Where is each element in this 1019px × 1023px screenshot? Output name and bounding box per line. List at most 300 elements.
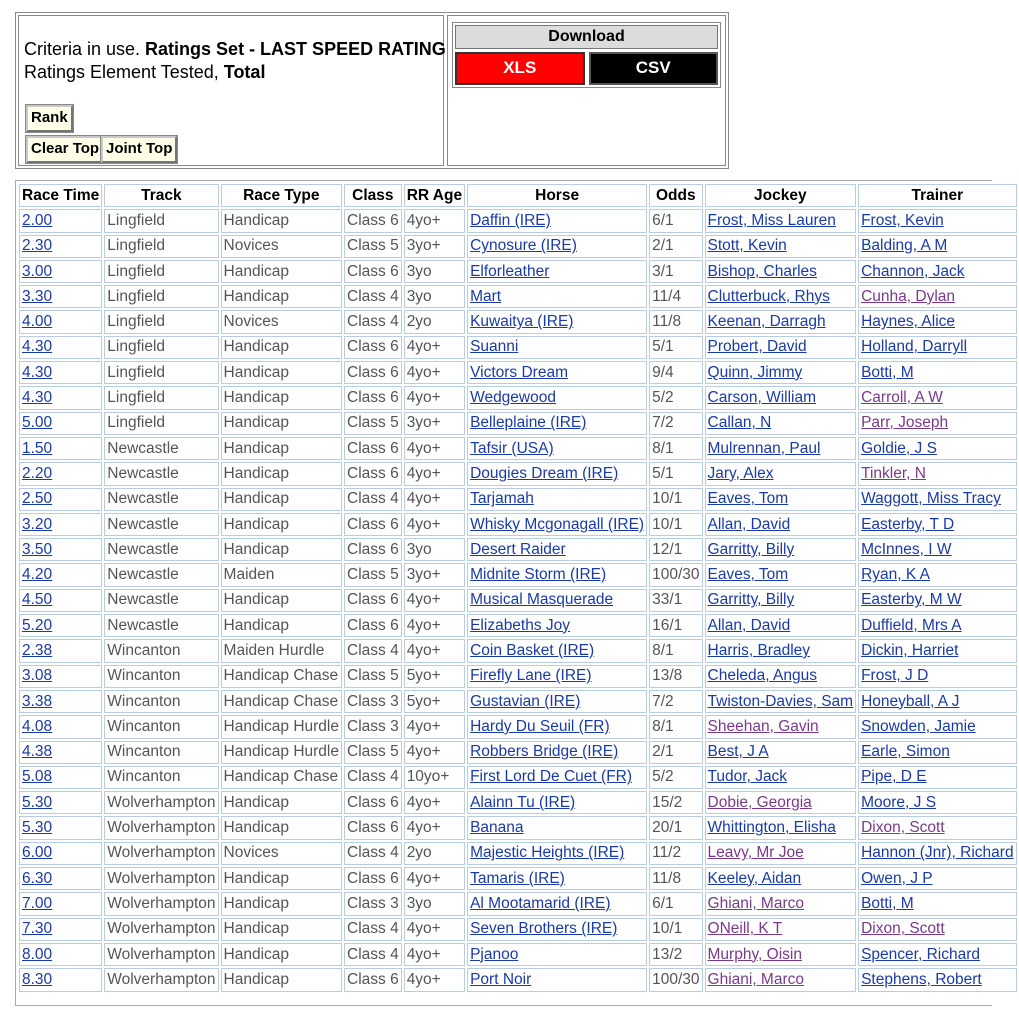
jockey-link[interactable]: Allan, David xyxy=(707,616,791,634)
cell-class: Class 5 xyxy=(344,563,402,586)
download-title: Download xyxy=(455,25,718,49)
cell-track: Wincanton xyxy=(104,741,218,764)
horse-link[interactable]: Elforleather xyxy=(470,262,550,280)
cell-track: Lingfield xyxy=(104,361,218,384)
cell-odds: 10/1 xyxy=(649,918,702,941)
cell-type: Handicap xyxy=(221,412,342,435)
cell-type: Handicap Hurdle xyxy=(221,715,342,738)
table-row xyxy=(19,715,1017,738)
jockey-link[interactable]: Callan, N xyxy=(707,414,772,432)
cell-age: 4yo+ xyxy=(404,386,465,409)
trainer-link[interactable]: Waggott, Miss Tracy xyxy=(861,490,1001,508)
cell-track: Wolverhampton xyxy=(104,918,218,941)
cell-class: Class 6 xyxy=(344,791,402,814)
trainer-link[interactable]: Pipe, D E xyxy=(861,768,927,786)
trainer-link[interactable]: Botti, M xyxy=(861,894,914,912)
cell-time xyxy=(19,260,102,283)
cell-class: Class 4 xyxy=(344,943,402,966)
trainer-link[interactable]: Tinkler, N xyxy=(861,464,926,482)
trainer-link[interactable]: Easterby, T D xyxy=(861,515,955,533)
cell-age: 4yo+ xyxy=(404,715,465,738)
cell-horse xyxy=(467,791,647,814)
jockey-link[interactable]: ONeill, K T xyxy=(707,920,783,938)
race-time-link[interactable]: 4.30 xyxy=(22,363,53,381)
horse-link[interactable]: Suanni xyxy=(470,338,519,356)
cell-class: Class 6 xyxy=(344,513,402,536)
cell-trainer xyxy=(858,488,1016,511)
jockey-link[interactable]: Keeley, Aidan xyxy=(707,869,802,887)
trainer-link[interactable]: Carroll, A W xyxy=(861,389,943,407)
cell-trainer xyxy=(858,412,1016,435)
table-row xyxy=(19,968,1017,991)
cell-track: Wolverhampton xyxy=(104,867,218,890)
cell-track: Wolverhampton xyxy=(104,816,218,839)
column-header: Trainer xyxy=(858,184,1016,207)
jockey-link[interactable]: Eaves, Tom xyxy=(707,490,789,508)
table-body xyxy=(19,209,1017,991)
cell-track: Wolverhampton xyxy=(104,943,218,966)
cell-jockey xyxy=(705,488,857,511)
race-time-link[interactable]: 4.08 xyxy=(22,717,53,735)
cell-trainer xyxy=(858,968,1016,991)
trainer-link[interactable]: Cunha, Dylan xyxy=(861,287,956,305)
cell-class: Class 6 xyxy=(344,867,402,890)
cell-jockey xyxy=(705,563,857,586)
csv-button[interactable]: CSV xyxy=(589,52,719,85)
cell-horse xyxy=(467,412,647,435)
cell-class: Class 4 xyxy=(344,285,402,308)
trainer-link[interactable]: Dixon, Scott xyxy=(861,819,945,837)
cell-time xyxy=(19,690,102,713)
jockey-link[interactable]: Ghiani, Marco xyxy=(707,970,804,988)
cell-track: Lingfield xyxy=(104,260,218,283)
cell-type: Handicap xyxy=(221,386,342,409)
cell-type: Handicap xyxy=(221,437,342,460)
horse-link[interactable]: Musical Masquerade xyxy=(470,591,614,609)
cell-class: Class 5 xyxy=(344,665,402,688)
horse-link[interactable]: Firefly Lane (IRE) xyxy=(470,667,592,685)
cell-jockey xyxy=(705,386,857,409)
clear-top-button[interactable]: Clear Top xyxy=(26,136,104,163)
cell-trainer xyxy=(858,614,1016,637)
jockey-link[interactable]: Twiston-Davies, Sam xyxy=(707,692,854,710)
horse-link[interactable]: Robbers Bridge (IRE) xyxy=(470,743,619,761)
cell-trainer xyxy=(858,462,1016,485)
trainer-link[interactable]: Stephens, Robert xyxy=(861,970,982,988)
results-table xyxy=(17,182,1019,994)
trainer-link[interactable]: Frost, J D xyxy=(861,667,929,685)
cell-time xyxy=(19,437,102,460)
table-row xyxy=(19,589,1017,612)
jockey-link[interactable]: Murphy, Oisin xyxy=(707,945,802,963)
cell-time xyxy=(19,665,102,688)
horse-link[interactable]: First Lord De Cuet (FR) xyxy=(470,768,633,786)
cell-class: Class 4 xyxy=(344,918,402,941)
horse-link[interactable]: Seven Brothers (IRE) xyxy=(470,920,618,938)
cell-age: 4yo+ xyxy=(404,336,465,359)
cell-trainer xyxy=(858,310,1016,333)
cell-class: Class 4 xyxy=(344,488,402,511)
cell-jockey xyxy=(705,538,857,561)
jockey-link[interactable]: Mulrennan, Paul xyxy=(707,439,821,457)
race-time-link[interactable]: 6.00 xyxy=(22,844,53,862)
trainer-link[interactable]: Dickin, Harriet xyxy=(861,641,959,659)
cell-time xyxy=(19,310,102,333)
jockey-link[interactable]: Harris, Bradley xyxy=(707,641,811,659)
race-time-link[interactable]: 4.38 xyxy=(22,743,53,761)
ratings-element: Total xyxy=(223,62,266,82)
cell-jockey xyxy=(705,614,857,637)
cell-trainer xyxy=(858,741,1016,764)
column-header: Race Time xyxy=(19,184,102,207)
jockey-link[interactable]: Sheehan, Gavin xyxy=(707,717,819,735)
trainer-link[interactable]: Honeyball, A J xyxy=(861,692,960,710)
cell-age: 4yo+ xyxy=(404,361,465,384)
cell-jockey xyxy=(705,462,857,485)
horse-link[interactable]: Tafsir (USA) xyxy=(470,439,554,457)
horse-link[interactable]: Daffin (IRE) xyxy=(470,211,551,229)
jockey-link[interactable]: Allan, David xyxy=(707,515,791,533)
jockey-link[interactable]: Keenan, Darragh xyxy=(707,313,826,331)
jockey-link[interactable]: Quinn, Jimmy xyxy=(707,363,803,381)
jockey-link[interactable]: Stott, Kevin xyxy=(707,237,787,255)
cell-odds: 2/1 xyxy=(649,235,702,258)
horse-link[interactable]: Tamaris (IRE) xyxy=(470,869,565,887)
trainer-link[interactable]: Moore, J S xyxy=(861,793,937,811)
cell-class: Class 5 xyxy=(344,412,402,435)
table-row xyxy=(19,816,1017,839)
cell-track: Lingfield xyxy=(104,310,218,333)
cell-horse xyxy=(467,867,647,890)
cell-age: 4yo+ xyxy=(404,741,465,764)
race-time-link[interactable]: 4.50 xyxy=(22,591,53,609)
cell-odds: 7/2 xyxy=(649,412,702,435)
cell-odds: 5/1 xyxy=(649,462,702,485)
race-time-link[interactable]: 3.38 xyxy=(22,692,53,710)
race-time-link[interactable]: 5.30 xyxy=(22,793,53,811)
race-time-link[interactable]: 5.00 xyxy=(22,414,53,432)
jockey-link[interactable]: Clutterbuck, Rhys xyxy=(707,287,830,305)
horse-link[interactable]: Desert Raider xyxy=(470,540,566,558)
cell-trainer xyxy=(858,437,1016,460)
cell-type: Handicap xyxy=(221,918,342,941)
table-row xyxy=(19,386,1017,409)
trainer-link[interactable]: Snowden, Jamie xyxy=(861,717,976,735)
jockey-link[interactable]: Ghiani, Marco xyxy=(707,894,804,912)
race-time-link[interactable]: 2.20 xyxy=(22,464,53,482)
horse-link[interactable]: Pjanoo xyxy=(470,945,519,963)
cell-horse xyxy=(467,918,647,941)
race-time-link[interactable]: 7.00 xyxy=(22,894,53,912)
trainer-link[interactable]: Duffield, Mrs A xyxy=(861,616,962,634)
race-time-link[interactable]: 5.20 xyxy=(22,616,53,634)
trainer-link[interactable]: Earle, Simon xyxy=(861,743,950,761)
cell-time xyxy=(19,285,102,308)
cell-trainer xyxy=(858,690,1016,713)
race-time-link[interactable]: 4.30 xyxy=(22,338,53,356)
cell-time xyxy=(19,513,102,536)
race-time-link[interactable]: 4.00 xyxy=(22,313,53,331)
horse-link[interactable]: Cynosure (IRE) xyxy=(470,237,577,255)
cell-track: Newcastle xyxy=(104,589,218,612)
trainer-link[interactable]: Hannon (Jnr), Richard xyxy=(861,844,1014,862)
cell-type: Handicap Chase xyxy=(221,665,342,688)
jockey-link[interactable]: Whittington, Elisha xyxy=(707,819,836,837)
horse-link[interactable]: Coin Basket (IRE) xyxy=(470,641,595,659)
cell-jockey xyxy=(705,968,857,991)
race-time-link[interactable]: 3.20 xyxy=(22,515,53,533)
race-time-link[interactable]: 2.50 xyxy=(22,490,53,508)
cell-age: 3yo+ xyxy=(404,235,465,258)
cell-type: Novices xyxy=(221,235,342,258)
cell-age: 2yo xyxy=(404,842,465,865)
cell-time xyxy=(19,816,102,839)
cell-jockey xyxy=(705,260,857,283)
cell-age: 3yo xyxy=(404,285,465,308)
horse-link[interactable]: Mart xyxy=(470,287,502,305)
cell-track: Lingfield xyxy=(104,235,218,258)
trainer-link[interactable]: Frost, Kevin xyxy=(861,211,944,229)
cell-age: 4yo+ xyxy=(404,462,465,485)
trainer-link[interactable]: McInnes, I W xyxy=(861,540,952,558)
cell-trainer xyxy=(858,791,1016,814)
cell-class: Class 6 xyxy=(344,589,402,612)
horse-link[interactable]: Kuwaitya (IRE) xyxy=(470,313,574,331)
trainer-link[interactable]: Holland, Darryll xyxy=(861,338,968,356)
jockey-link[interactable]: Tudor, Jack xyxy=(707,768,788,786)
cell-odds: 11/2 xyxy=(649,842,702,865)
cell-type: Handicap xyxy=(221,816,342,839)
cell-jockey xyxy=(705,209,857,232)
jockey-link[interactable]: Garritty, Billy xyxy=(707,540,795,558)
cell-horse xyxy=(467,462,647,485)
cell-age: 3yo+ xyxy=(404,412,465,435)
jockey-link[interactable]: Bishop, Charles xyxy=(707,262,817,280)
race-time-link[interactable]: 3.08 xyxy=(22,667,53,685)
table-row xyxy=(19,310,1017,333)
cell-odds: 100/30 xyxy=(649,968,702,991)
race-time-link[interactable]: 2.00 xyxy=(22,211,53,229)
cell-track: Newcastle xyxy=(104,538,218,561)
cell-odds: 33/1 xyxy=(649,589,702,612)
cell-horse xyxy=(467,437,647,460)
cell-odds: 8/1 xyxy=(649,437,702,460)
horse-link[interactable]: Al Mootamarid (IRE) xyxy=(470,894,611,912)
cell-horse xyxy=(467,488,647,511)
cell-type: Maiden Hurdle xyxy=(221,639,342,662)
cell-horse xyxy=(467,892,647,915)
column-header: Track xyxy=(104,184,218,207)
cell-type: Maiden xyxy=(221,563,342,586)
rank-button[interactable]: Rank xyxy=(26,105,73,132)
cell-trainer xyxy=(858,260,1016,283)
cell-horse xyxy=(467,563,647,586)
race-time-link[interactable]: 8.30 xyxy=(22,970,53,988)
cell-time xyxy=(19,386,102,409)
trainer-link[interactable]: Parr, Joseph xyxy=(861,414,949,432)
cell-trainer xyxy=(858,639,1016,662)
cell-class: Class 3 xyxy=(344,715,402,738)
horse-link[interactable]: Whisky Mcgonagall (IRE) xyxy=(470,515,645,533)
horse-link[interactable]: Victors Dream xyxy=(470,363,568,381)
horse-link[interactable]: Port Noir xyxy=(470,970,532,988)
cell-jockey xyxy=(705,892,857,915)
cell-trainer xyxy=(858,285,1016,308)
cell-class: Class 6 xyxy=(344,538,402,561)
race-time-link[interactable]: 5.30 xyxy=(22,819,53,837)
cell-age: 5yo+ xyxy=(404,690,465,713)
cell-time xyxy=(19,943,102,966)
cell-trainer xyxy=(858,867,1016,890)
cell-age: 4yo+ xyxy=(404,791,465,814)
cell-age: 4yo+ xyxy=(404,639,465,662)
cell-age: 10yo+ xyxy=(404,766,465,789)
horse-link[interactable]: Dougies Dream (IRE) xyxy=(470,464,619,482)
cell-class: Class 6 xyxy=(344,816,402,839)
race-time-link[interactable]: 3.30 xyxy=(22,287,53,305)
race-time-link[interactable]: 3.00 xyxy=(22,262,53,280)
cell-time xyxy=(19,791,102,814)
table-row xyxy=(19,209,1017,232)
cell-class: Class 3 xyxy=(344,690,402,713)
table-row xyxy=(19,766,1017,789)
cell-track: Newcastle xyxy=(104,563,218,586)
race-time-link[interactable]: 4.20 xyxy=(22,566,53,584)
race-time-link[interactable]: 2.38 xyxy=(22,641,53,659)
jockey-link[interactable]: Jary, Alex xyxy=(707,464,774,482)
horse-link[interactable]: Gustavian (IRE) xyxy=(470,692,581,710)
cell-odds: 9/4 xyxy=(649,361,702,384)
horse-link[interactable]: Belleplaine (IRE) xyxy=(470,414,587,432)
cell-horse xyxy=(467,715,647,738)
race-time-link[interactable]: 5.08 xyxy=(22,768,53,786)
cell-trainer xyxy=(858,336,1016,359)
cell-class: Class 6 xyxy=(344,386,402,409)
jockey-link[interactable]: Eaves, Tom xyxy=(707,566,789,584)
horse-link[interactable]: Elizabeths Joy xyxy=(470,616,571,634)
race-time-link[interactable]: 6.30 xyxy=(22,869,53,887)
cell-type: Handicap xyxy=(221,892,342,915)
column-header: Race Type xyxy=(221,184,342,207)
trainer-link[interactable]: Goldie, J S xyxy=(861,439,937,457)
cell-horse xyxy=(467,285,647,308)
trainer-link[interactable]: Ryan, K A xyxy=(861,566,931,584)
cell-class: Class 4 xyxy=(344,766,402,789)
race-time-link[interactable]: 1.50 xyxy=(22,439,53,457)
trainer-link[interactable]: Balding, A M xyxy=(861,237,948,255)
trainer-link[interactable]: Dixon, Scott xyxy=(861,920,945,938)
cell-jockey xyxy=(705,513,857,536)
trainer-link[interactable]: Haynes, Alice xyxy=(861,313,956,331)
table-row xyxy=(19,665,1017,688)
cell-track: Newcastle xyxy=(104,437,218,460)
race-time-link[interactable]: 4.30 xyxy=(22,389,53,407)
jockey-link[interactable]: Leavy, Mr Joe xyxy=(707,844,804,862)
cell-odds: 5/2 xyxy=(649,766,702,789)
table-row xyxy=(19,538,1017,561)
table-row xyxy=(19,943,1017,966)
race-time-link[interactable]: 2.30 xyxy=(22,237,53,255)
trainer-link[interactable]: Easterby, M W xyxy=(861,591,962,609)
cell-type: Handicap Chase xyxy=(221,766,342,789)
cell-odds: 12/1 xyxy=(649,538,702,561)
cell-type: Handicap xyxy=(221,285,342,308)
cell-track: Wolverhampton xyxy=(104,968,218,991)
cell-trainer xyxy=(858,918,1016,941)
cell-horse xyxy=(467,842,647,865)
cell-horse xyxy=(467,766,647,789)
horse-link[interactable]: Wedgewood xyxy=(470,389,556,407)
table-row xyxy=(19,918,1017,941)
cell-trainer xyxy=(858,892,1016,915)
cell-horse xyxy=(467,310,647,333)
cell-age: 4yo+ xyxy=(404,589,465,612)
horse-link[interactable]: Hardy Du Seuil (FR) xyxy=(470,717,610,735)
cell-odds: 10/1 xyxy=(649,513,702,536)
cell-odds: 20/1 xyxy=(649,816,702,839)
cell-class: Class 4 xyxy=(344,842,402,865)
horse-link[interactable]: Alainn Tu (IRE) xyxy=(470,793,576,811)
trainer-link[interactable]: Botti, M xyxy=(861,363,914,381)
cell-time xyxy=(19,766,102,789)
xls-button[interactable]: XLS xyxy=(455,52,585,85)
cell-odds: 7/2 xyxy=(649,690,702,713)
horse-link[interactable]: Majestic Heights (IRE) xyxy=(470,844,625,862)
jockey-link[interactable]: Dobie, Georgia xyxy=(707,793,812,811)
trainer-link[interactable]: Channon, Jack xyxy=(861,262,965,280)
cell-horse xyxy=(467,513,647,536)
cell-odds: 13/2 xyxy=(649,943,702,966)
jockey-link[interactable]: Garritty, Billy xyxy=(707,591,795,609)
jockey-link[interactable]: Cheleda, Angus xyxy=(707,667,817,685)
cell-time xyxy=(19,412,102,435)
cell-jockey xyxy=(705,943,857,966)
jockey-link[interactable]: Frost, Miss Lauren xyxy=(707,211,836,229)
cell-jockey xyxy=(705,791,857,814)
cell-track: Newcastle xyxy=(104,614,218,637)
trainer-link[interactable]: Spencer, Richard xyxy=(861,945,980,963)
cell-age: 5yo+ xyxy=(404,665,465,688)
cell-age: 4yo+ xyxy=(404,968,465,991)
cell-track: Newcastle xyxy=(104,513,218,536)
race-time-link[interactable]: 3.50 xyxy=(22,540,53,558)
cell-age: 4yo+ xyxy=(404,943,465,966)
cell-trainer xyxy=(858,589,1016,612)
horse-link[interactable]: Banana xyxy=(470,819,524,837)
cell-odds: 6/1 xyxy=(649,892,702,915)
cell-trainer xyxy=(858,943,1016,966)
cell-horse xyxy=(467,741,647,764)
horse-link[interactable]: Tarjamah xyxy=(470,490,534,508)
element-prefix: Ratings Element Tested, xyxy=(24,62,224,82)
jockey-link[interactable]: Probert, David xyxy=(707,338,807,356)
cell-class: Class 6 xyxy=(344,968,402,991)
table-row xyxy=(19,488,1017,511)
jockey-link[interactable]: Best, J A xyxy=(707,743,769,761)
joint-top-button[interactable]: Joint Top xyxy=(101,136,177,163)
column-header: Horse xyxy=(467,184,647,207)
column-header: Odds xyxy=(649,184,702,207)
cell-time xyxy=(19,918,102,941)
cell-odds: 3/1 xyxy=(649,260,702,283)
jockey-link[interactable]: Carson, William xyxy=(707,389,817,407)
table-row xyxy=(19,892,1017,915)
trainer-link[interactable]: Owen, J P xyxy=(861,869,933,887)
cell-trainer xyxy=(858,361,1016,384)
race-time-link[interactable]: 8.00 xyxy=(22,945,53,963)
race-time-link[interactable]: 7.30 xyxy=(22,920,53,938)
horse-link[interactable]: Midnite Storm (IRE) xyxy=(470,566,607,584)
